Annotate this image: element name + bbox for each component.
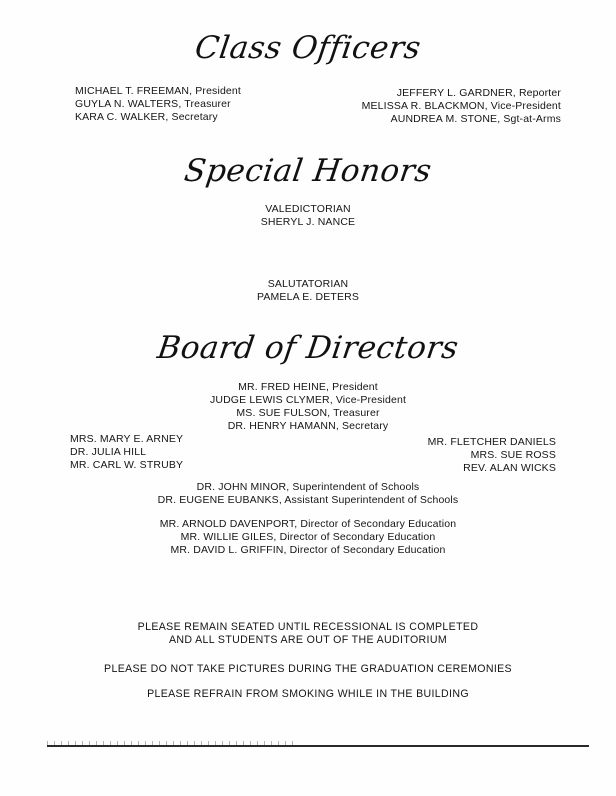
secondary-ed-3: MR. DAVID L. GRIFFIN, Director of Secondary Education (170, 544, 446, 556)
superintendent-2: DR. EUGENE EUBANKS, Assistant Superintendent of Schools (157, 494, 459, 506)
salutatorian-name: PAMELA E. DETERS (257, 291, 359, 303)
valedictorian-title: VALEDICTORIAN (265, 203, 351, 215)
officer-left-3: KARA C. WALKER, Secretary (75, 111, 218, 123)
notice-no-smoking: PLEASE REFRAIN FROM SMOKING WHILE IN THE BUILDING (147, 688, 469, 700)
bottom-rule (47, 745, 589, 747)
officer-right-3: AUNDREA M. STONE, Sgt-at-Arms (390, 113, 561, 125)
board-member-left-3: MR. CARL W. STRUBY (70, 459, 184, 471)
superintendent-1: DR. JOHN MINOR, Superintendent of Schools (196, 481, 420, 493)
notice-remain-seated-2: AND ALL STUDENTS ARE OUT OF THE AUDITORIUM (168, 634, 448, 646)
secondary-ed-1: MR. ARNOLD DAVENPORT, Director of Secondary Education (159, 518, 457, 530)
board-member-left-2: DR. JULIA HILL (70, 446, 147, 458)
officer-left-2: GUYLA N. WALTERS, Treasurer (75, 98, 231, 110)
board-member-left-1: MRS. MARY E. ARNEY (70, 433, 184, 445)
officer-right-1: JEFFERY L. GARDNER, Reporter (396, 87, 561, 99)
salutatorian-title: SALUTATORIAN (267, 278, 349, 290)
board-officer-3: MS. SUE FULSON, Treasurer (236, 407, 380, 419)
secondary-ed-2: MR. WILLIE GILES, Director of Secondary Education (180, 531, 436, 543)
board-officer-2: JUDGE LEWIS CLYMER, Vice-President (209, 394, 407, 406)
board-officer-4: DR. HENRY HAMANN, Secretary (227, 420, 389, 432)
notice-remain-seated-1: PLEASE REMAIN SEATED UNTIL RECESSIONAL IS COMPLETED (137, 621, 479, 633)
board-of-directors-heading: Board of Directors (155, 330, 461, 366)
valedictorian-name: SHERYL J. NANCE (260, 216, 356, 228)
board-member-right-3: REV. ALAN WICKS (463, 462, 556, 474)
board-officer-1: MR. FRED HEINE, President (238, 381, 378, 393)
special-honors-heading: Special Honors (181, 153, 435, 189)
officer-left-1: MICHAEL T. FREEMAN, President (75, 85, 241, 97)
class-officers-heading: Class Officers (192, 30, 424, 66)
officer-right-2: MELISSA R. BLACKMON, Vice-President (361, 100, 561, 112)
board-member-right-1: MR. FLETCHER DANIELS (427, 436, 556, 448)
board-member-right-2: MRS. SUE ROSS (470, 449, 556, 461)
notice-no-pictures: PLEASE DO NOT TAKE PICTURES DURING THE GRADUATION CEREMONIES (104, 663, 512, 675)
